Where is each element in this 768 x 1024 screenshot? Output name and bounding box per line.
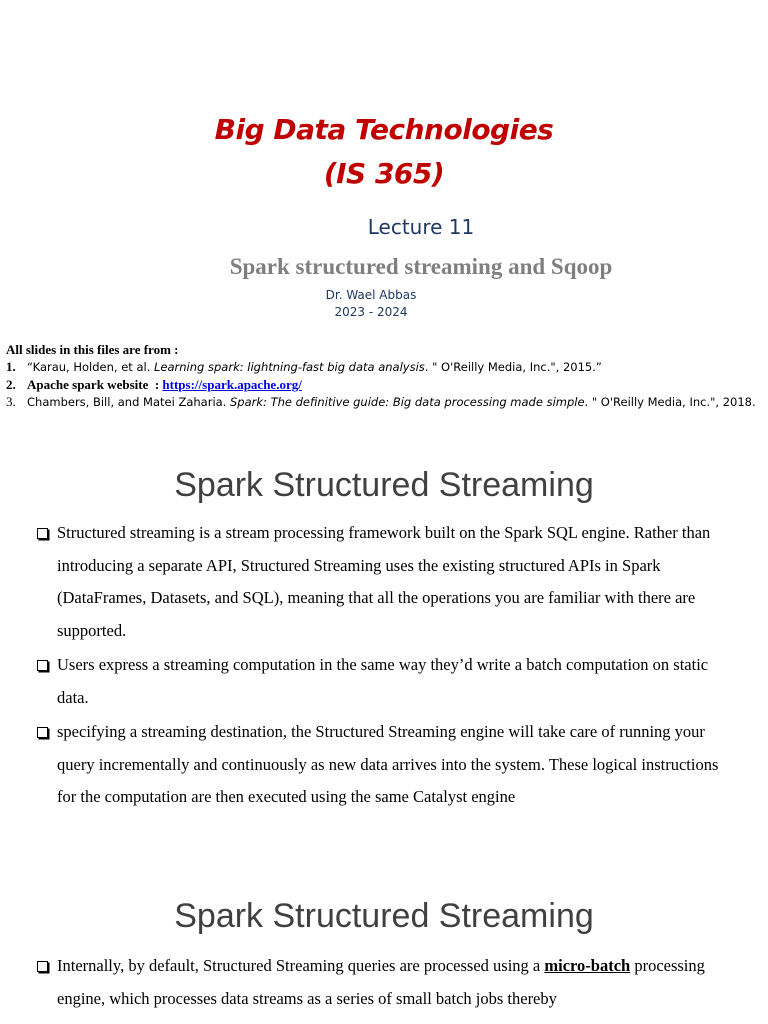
checkbox-bullet-icon <box>37 961 48 972</box>
bullet-text: Users express a streaming computation in the same way they’d write a batch computation on static data. <box>57 655 709 707</box>
course-title: Big Data Technologies <box>214 113 554 146</box>
checkbox-bullet-icon <box>37 528 48 539</box>
lecture-subtitle: Spark structured streaming and Sqoop <box>229 254 613 279</box>
list-item <box>36 649 736 714</box>
section-heading: Spark Structured Streaming <box>174 897 594 935</box>
spark-website-link[interactable]: https://spark.apache.org/ <box>162 377 302 392</box>
micro-batch-term: micro-batch <box>544 956 631 975</box>
list-item <box>36 517 736 647</box>
bullet-text: Structured streaming is a stream processing framework built on the Spark SQL engine. Rather than introducing a separate API, Structured Streaming uses the existing structured APIs in Spark (DataFrames, Datasets, and SQL), meaning that all the operations you are familiar with there are supported. <box>57 523 711 640</box>
list-item <box>36 950 736 1015</box>
reference-book-title: Spark: The definitive guide: Big data processing made simple <box>230 395 585 409</box>
bullet-text: Internally, by default, Structured Streaming queries are processed using a <box>57 956 545 975</box>
reference-book-title: Learning spark: lightning-fast big data analysis <box>154 360 425 374</box>
reference-publisher: . " O'Reilly Media, Inc.", 2018. <box>584 395 756 409</box>
checkbox-bullet-icon <box>37 727 48 738</box>
reference-publisher: . " O'Reilly Media, Inc.", 2015.” <box>424 360 602 374</box>
reference-text: “Karau, Holden, et al. <box>27 360 155 374</box>
reference-number: 3. <box>6 394 16 409</box>
bullet-text: specifying a streaming destination, the Structured Streaming engine will take care of running your query incrementally and continuously as new data arrives into the system. These logical instructions for the computation are then executed using the same Catalyst engine <box>57 722 719 806</box>
bullet-list <box>36 950 736 1017</box>
reference-label: Apache spark website : <box>27 377 163 392</box>
reference-text: Chambers, Bill, and Matei Zaharia. <box>27 395 230 409</box>
bullet-list <box>36 517 736 816</box>
reference-item <box>6 376 756 393</box>
academic-year: 2023 - 2024 <box>334 305 408 319</box>
reference-number: 1. <box>6 359 16 374</box>
checkbox-bullet-icon <box>37 660 48 671</box>
reference-number: 2. <box>6 377 16 392</box>
author-name: Dr. Wael Abbas <box>325 288 417 302</box>
list-item <box>36 716 736 814</box>
reference-item <box>6 358 756 376</box>
bullet-text: processing engine, which processes data streams as a series of small batch jobs thereby <box>57 956 705 1008</box>
lecture-number: Lecture 11 <box>367 215 475 239</box>
reference-item <box>6 393 756 411</box>
references-heading: All slides in this files are from : <box>6 342 179 357</box>
references-block <box>6 341 756 411</box>
section-heading: Spark Structured Streaming <box>174 466 594 504</box>
course-code: (IS 365) <box>323 157 445 190</box>
